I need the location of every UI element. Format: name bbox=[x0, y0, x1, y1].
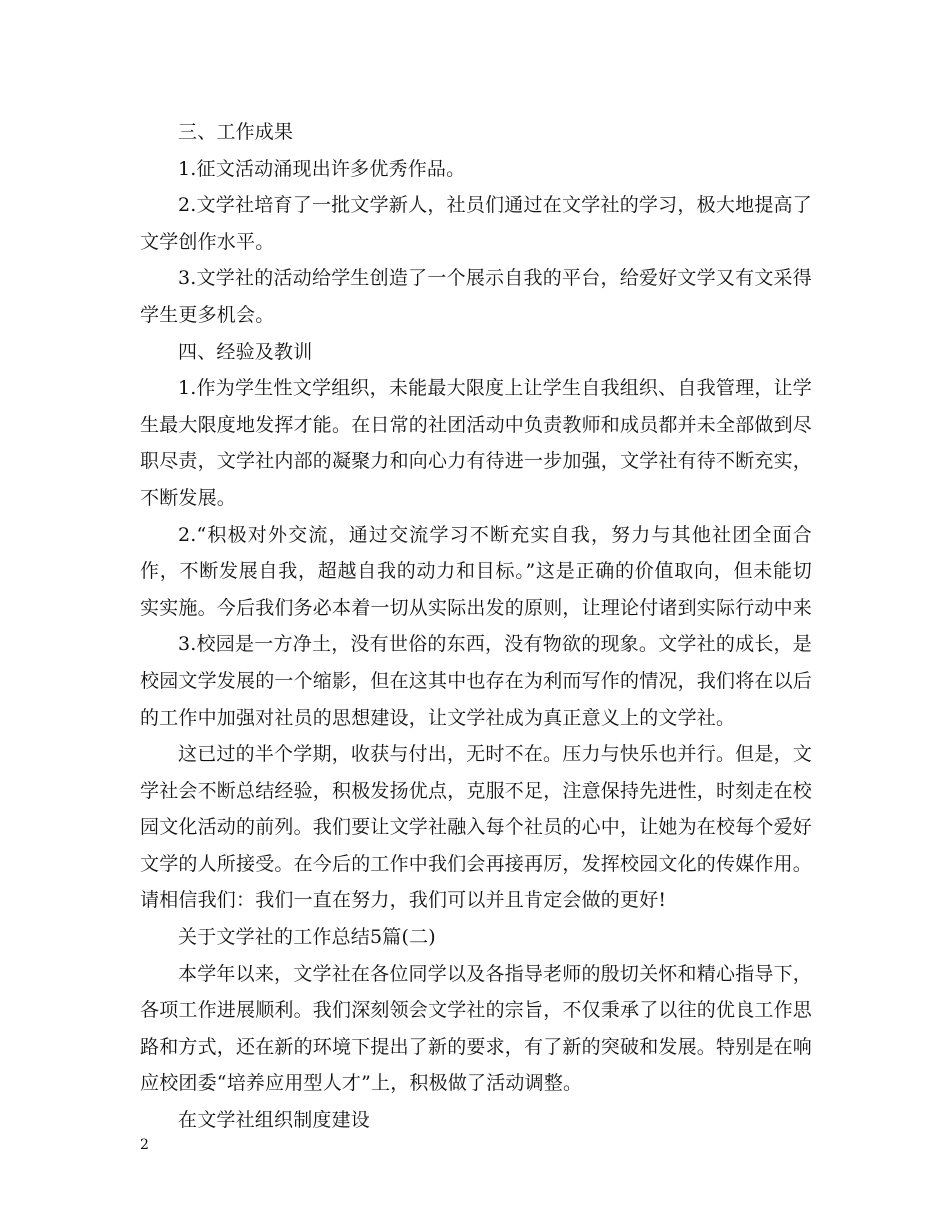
section-heading-results: 三、工作成果 bbox=[178, 121, 294, 143]
closing-paragraph: 这已过的半个学期，收获与付出，无时不在。压力与快乐也并行。但是，文学社会不断总结经验，积极发扬优点，克服不足，注意保持先进性，时刻走在校园文化活动的前列。我们要让文学社融入每个社员的心中，让她为在校每个爱好文学的人所接受。在今后的工作中我们会再接再厉，发挥校园文化的传媒作用。 请相信我们：我们一直在努力，我们可以并且肯定会做的更好! bbox=[140, 743, 813, 912]
lessons-item-2: 2.“积极对外交流，通过交流学习不断充实自我，努力与其他社团全面合作，不断发展自我，超越自我的动力和目标。”这是正确的价值取向，但未能切实实施。今后我们务必本着一切从实际出发的原则，让理论付诸到实际行动中来 bbox=[140, 523, 813, 619]
results-item-1: 1.征文活动涌现出许多优秀作品。 bbox=[178, 157, 466, 180]
document-body bbox=[140, 114, 812, 1139]
lessons-item-3: 3.校园是一方净土，没有世俗的东西，没有物欲的现象。文学社的成长，是校园文学发展的一个缩影，但在这其中也存在为利而写作的情况，我们将在以后的工作中加强对社员的思想建设，让文学社成为真正意义上的文学社。 bbox=[140, 633, 813, 729]
article-subtitle: 关于文学社的工作总结5篇(二) bbox=[178, 926, 436, 949]
section-heading-lessons: 四、经验及教训 bbox=[178, 340, 313, 363]
section-heading-organization: 在文学社组织制度建设 bbox=[178, 1109, 371, 1132]
results-item-3: 3.文学社的活动给学生创造了一个展示自我的平台，给爱好文学又有文采得学生更多机会。 bbox=[140, 267, 812, 326]
intro-paragraph: 本学年以来，文学社在各位同学以及各指导老师的殷切关怀和精心指导下，各项工作进展顺利。我们深刻领会文学社的宗旨，不仅秉承了以往的优良工作思路和方式，还在新的环境下提出了新的要求，有了新的突破和发展。特别是在响应校团委“培养应用型人才”上，积极做了活动调整。 bbox=[140, 962, 813, 1095]
page-number: 2 bbox=[140, 1137, 149, 1153]
results-item-2: 2.文学社培育了一批文学新人，社员们通过在文学社的学习，极大地提高了文学创作水平。 bbox=[140, 194, 812, 253]
lessons-item-1: 1.作为学生性文学组织，未能最大限度上让学生自我组织、自我管理，让学生最大限度地发挥才能。在日常的社团活动中负责教师和成员都并未全部做到尽职尽责，文学社内部的凝聚力和向心力有待进一步加强，文学社有待不断充实，不断发展。 bbox=[140, 377, 813, 509]
